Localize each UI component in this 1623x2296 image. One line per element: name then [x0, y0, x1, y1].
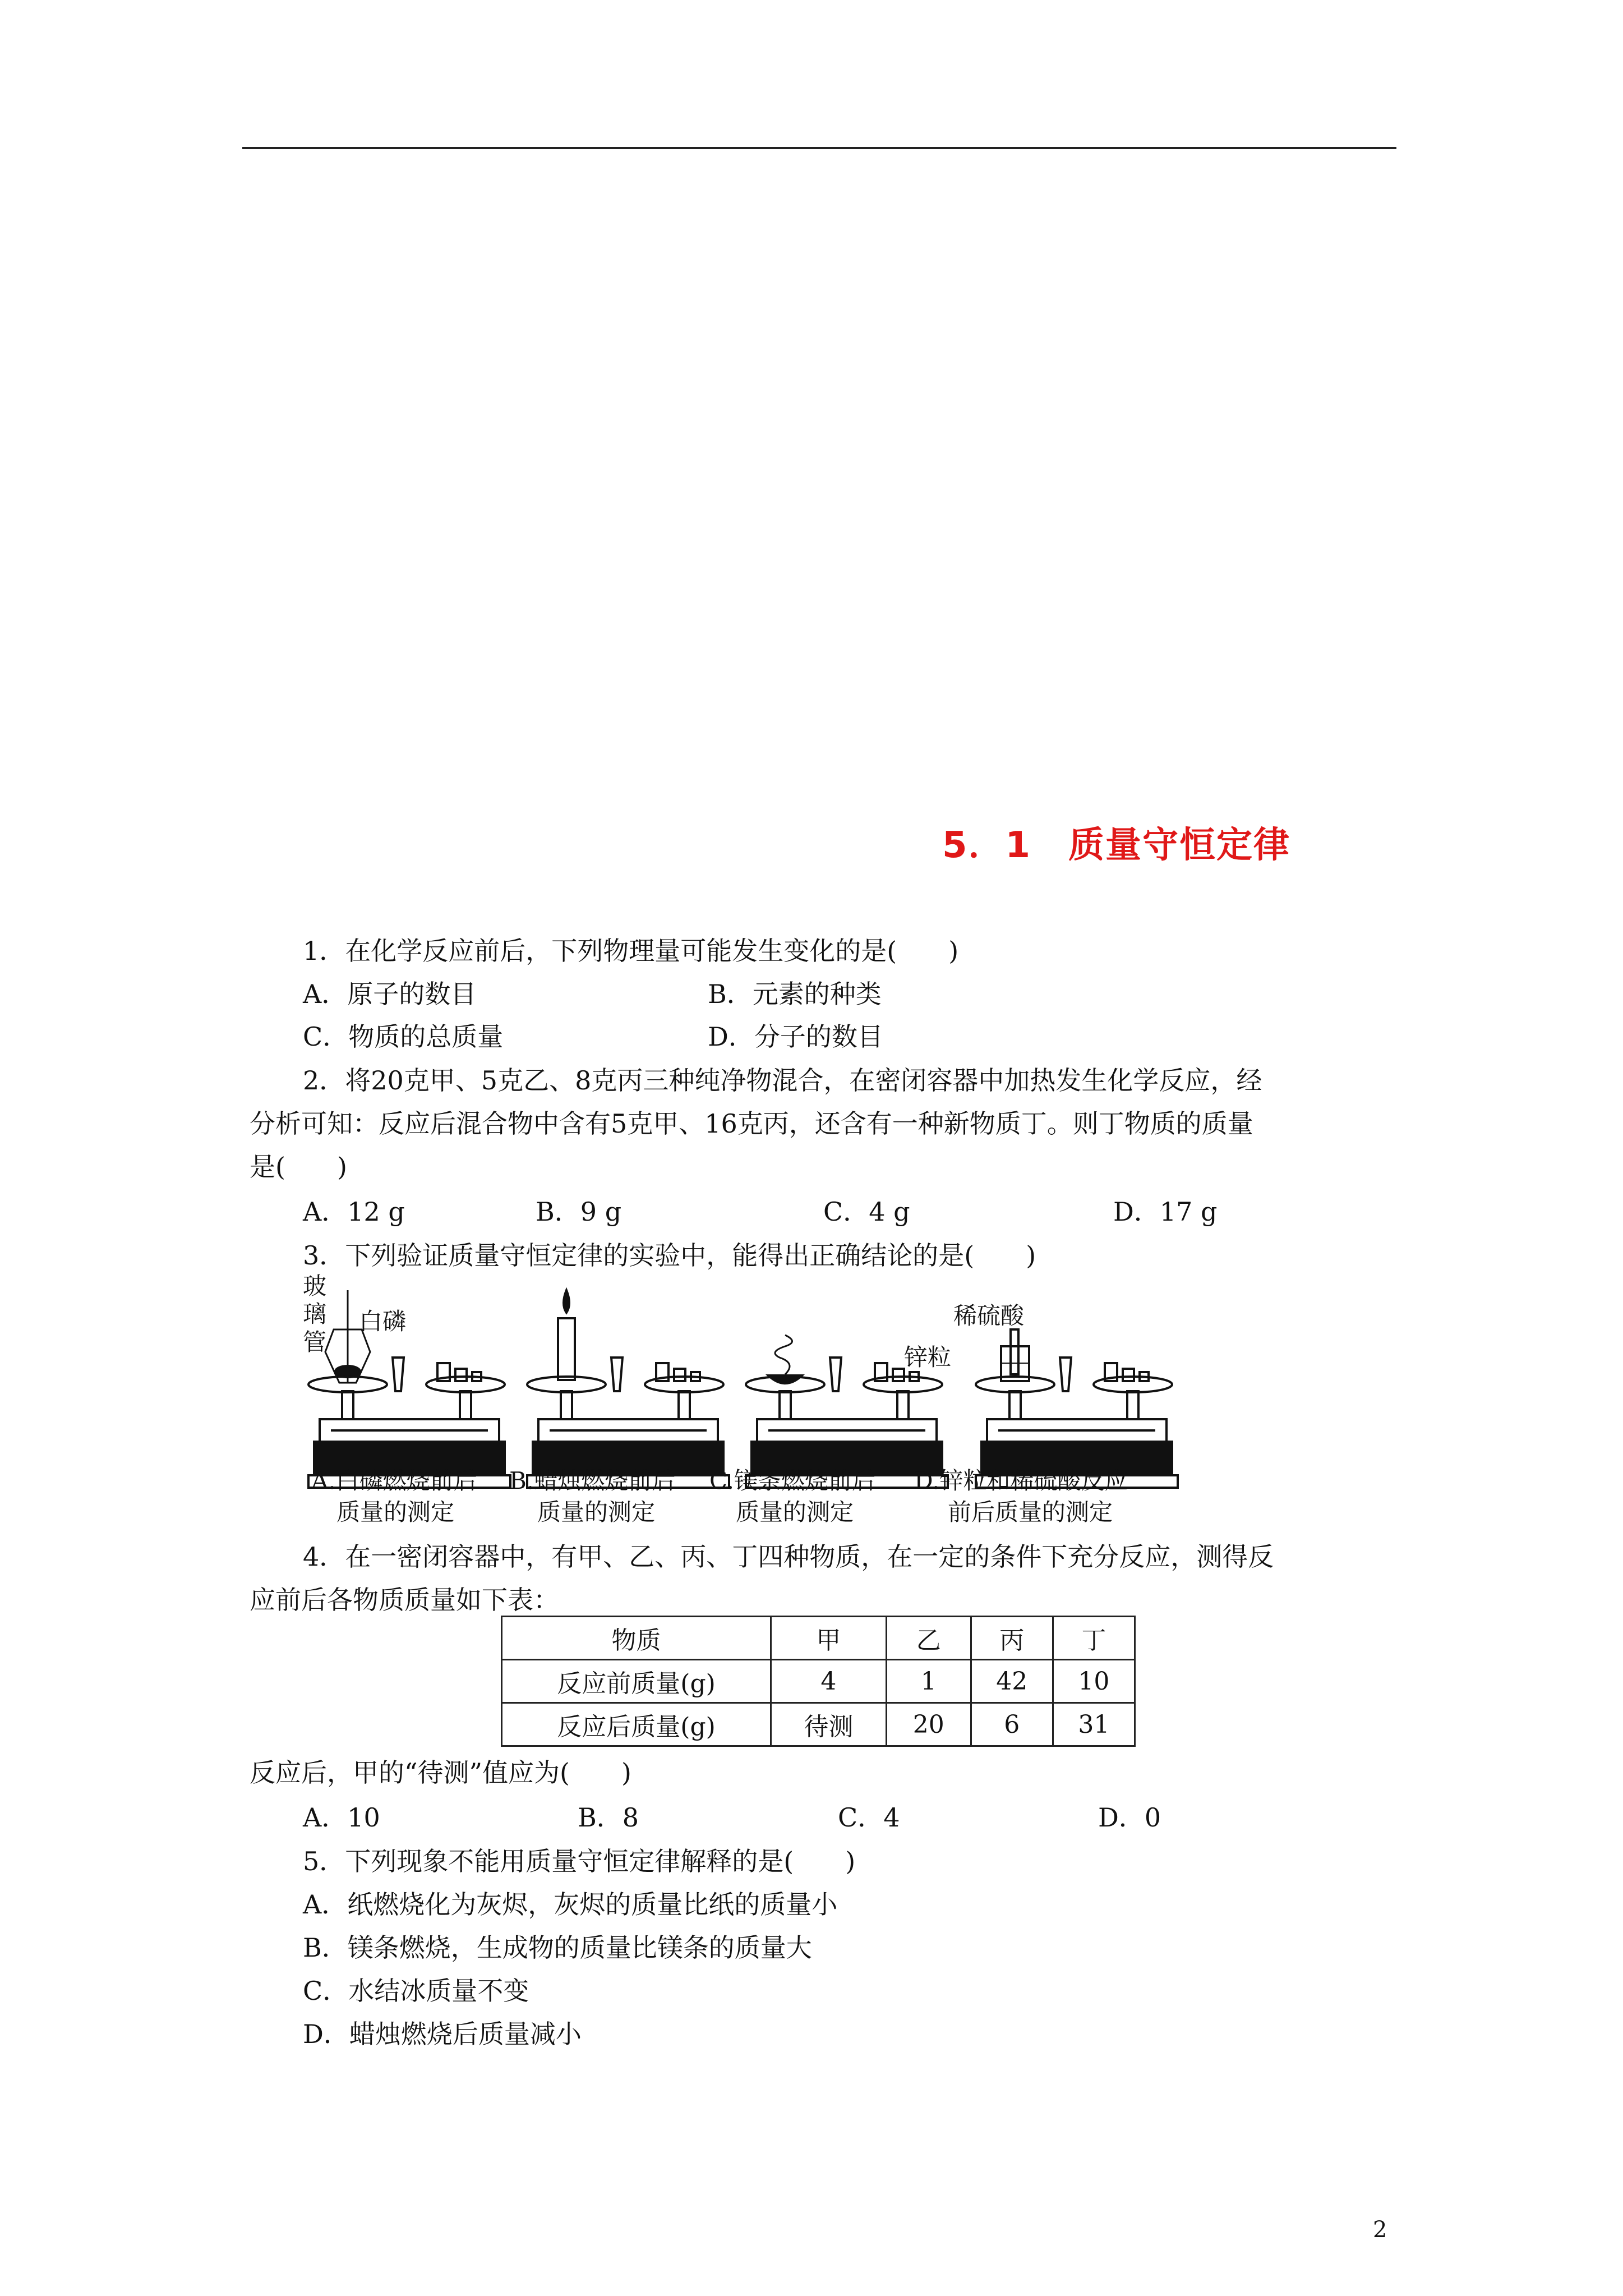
table-cell: 31 — [1053, 1703, 1135, 1746]
header-rule — [242, 147, 1396, 149]
table-cell: 42 — [971, 1660, 1053, 1703]
caption-c-line1: C.镁条燃烧前后 — [709, 1467, 875, 1494]
q4-line1: 4．在一密闭容器中，有甲、乙、丙、丁四种物质，在一定的条件下充分反应，测得反 — [303, 1542, 1274, 1572]
table-cell: 反应后质量(g) — [502, 1703, 771, 1746]
table-cell: 10 — [1053, 1660, 1135, 1703]
q2-option-d: D．17 g — [1113, 1197, 1218, 1227]
q4-option-d: D．0 — [1098, 1802, 1161, 1833]
table-cell: 反应前质量(g) — [502, 1660, 771, 1703]
q4-option-b: B．8 — [578, 1802, 639, 1833]
label-glass-1: 玻 — [303, 1272, 327, 1300]
table-row — [502, 1660, 1135, 1703]
label-white-phosphorus: 白磷 — [359, 1308, 407, 1335]
q4-after: 反应后，甲的“待测”值应为( ) — [250, 1757, 631, 1788]
q5-option-c: C．水结冰质量不变 — [303, 1976, 529, 2006]
q2-option-a: A．12 g — [303, 1197, 405, 1227]
table-header-cell: 乙 — [886, 1617, 971, 1660]
q1-option-a: A．原子的数目 — [303, 979, 477, 1009]
caption-c-line2: 质量的测定 — [736, 1498, 854, 1526]
q5-option-b: B．镁条燃烧，生成物的质量比镁条的质量大 — [303, 1932, 812, 1963]
balance-a — [308, 1290, 510, 1488]
q1-option-d: D．分子的数目 — [708, 1022, 883, 1052]
caption-b-line1: B.蜡烛燃烧前后 — [509, 1467, 676, 1494]
table-header-row — [502, 1617, 1135, 1660]
balance-b — [527, 1290, 729, 1488]
q2-option-c: C．4 g — [823, 1197, 910, 1227]
section-title: 5．1 质量守恒定律 — [942, 825, 1291, 866]
q1-option-c: C．物质的总质量 — [303, 1022, 504, 1052]
label-zinc-granules: 锌粒 — [904, 1343, 952, 1371]
caption-d-line1: D.锌粒和稀硫酸反应 — [914, 1467, 1128, 1494]
caption-a-line1: A.白磷燃烧前后 — [311, 1467, 477, 1494]
q3-stem: 3．下列验证质量守恒定律的实验中，能得出正确结论的是( ) — [303, 1240, 1036, 1271]
q4-line2: 应前后各物质质量如下表： — [250, 1585, 559, 1615]
q2-option-b: B．9 g — [536, 1197, 622, 1227]
q5-option-d: D．蜡烛燃烧后质量减小 — [303, 2019, 582, 2049]
table-cell: 4 — [771, 1660, 887, 1703]
caption-a-line2: 质量的测定 — [336, 1498, 455, 1526]
q5-stem: 5．下列现象不能用质量守恒定律解释的是( ) — [303, 1846, 856, 1876]
table-cell: 待测 — [771, 1703, 887, 1746]
table-header-cell: 丁 — [1053, 1617, 1135, 1660]
q2-line2: 分析可知：反应后混合物中含有5克甲、16克丙，还含有一种新物质丁。则丁物质的质量 — [250, 1108, 1253, 1139]
caption-b-line2: 质量的测定 — [537, 1498, 656, 1526]
label-dilute-sulfuric-acid: 稀硫酸 — [953, 1302, 1025, 1329]
table-header-cell: 甲 — [771, 1617, 887, 1660]
table-header-cell: 物质 — [502, 1617, 771, 1660]
q1-option-b: B．元素的种类 — [708, 979, 882, 1009]
table-header-cell: 丙 — [971, 1617, 1053, 1660]
balance-d — [976, 1329, 1178, 1488]
q4-option-c: C．4 — [838, 1802, 900, 1833]
page-number: 2 — [1373, 2217, 1387, 2243]
table-cell: 6 — [971, 1703, 1053, 1746]
q5-option-a: A．纸燃烧化为灰烬，灰烬的质量比纸的质量小 — [303, 1889, 838, 1920]
table-row — [502, 1703, 1135, 1746]
label-glass-3: 管 — [303, 1328, 327, 1356]
q1-stem: 1．在化学反应前后，下列物理量可能发生变化的是( ) — [303, 936, 959, 966]
q2-line3: 是( ) — [250, 1152, 347, 1182]
table-cell: 20 — [886, 1703, 971, 1746]
q2-line1: 2．将20克甲、5克乙、8克丙三种纯净物混合，在密闭容器中加热发生化学反应，经 — [303, 1065, 1262, 1096]
caption-d-line2: 前后质量的测定 — [948, 1498, 1113, 1526]
q4-option-a: A．10 — [303, 1802, 380, 1833]
mass-table — [501, 1616, 1136, 1747]
table-cell: 1 — [886, 1660, 971, 1703]
label-glass-2: 璃 — [303, 1300, 327, 1328]
